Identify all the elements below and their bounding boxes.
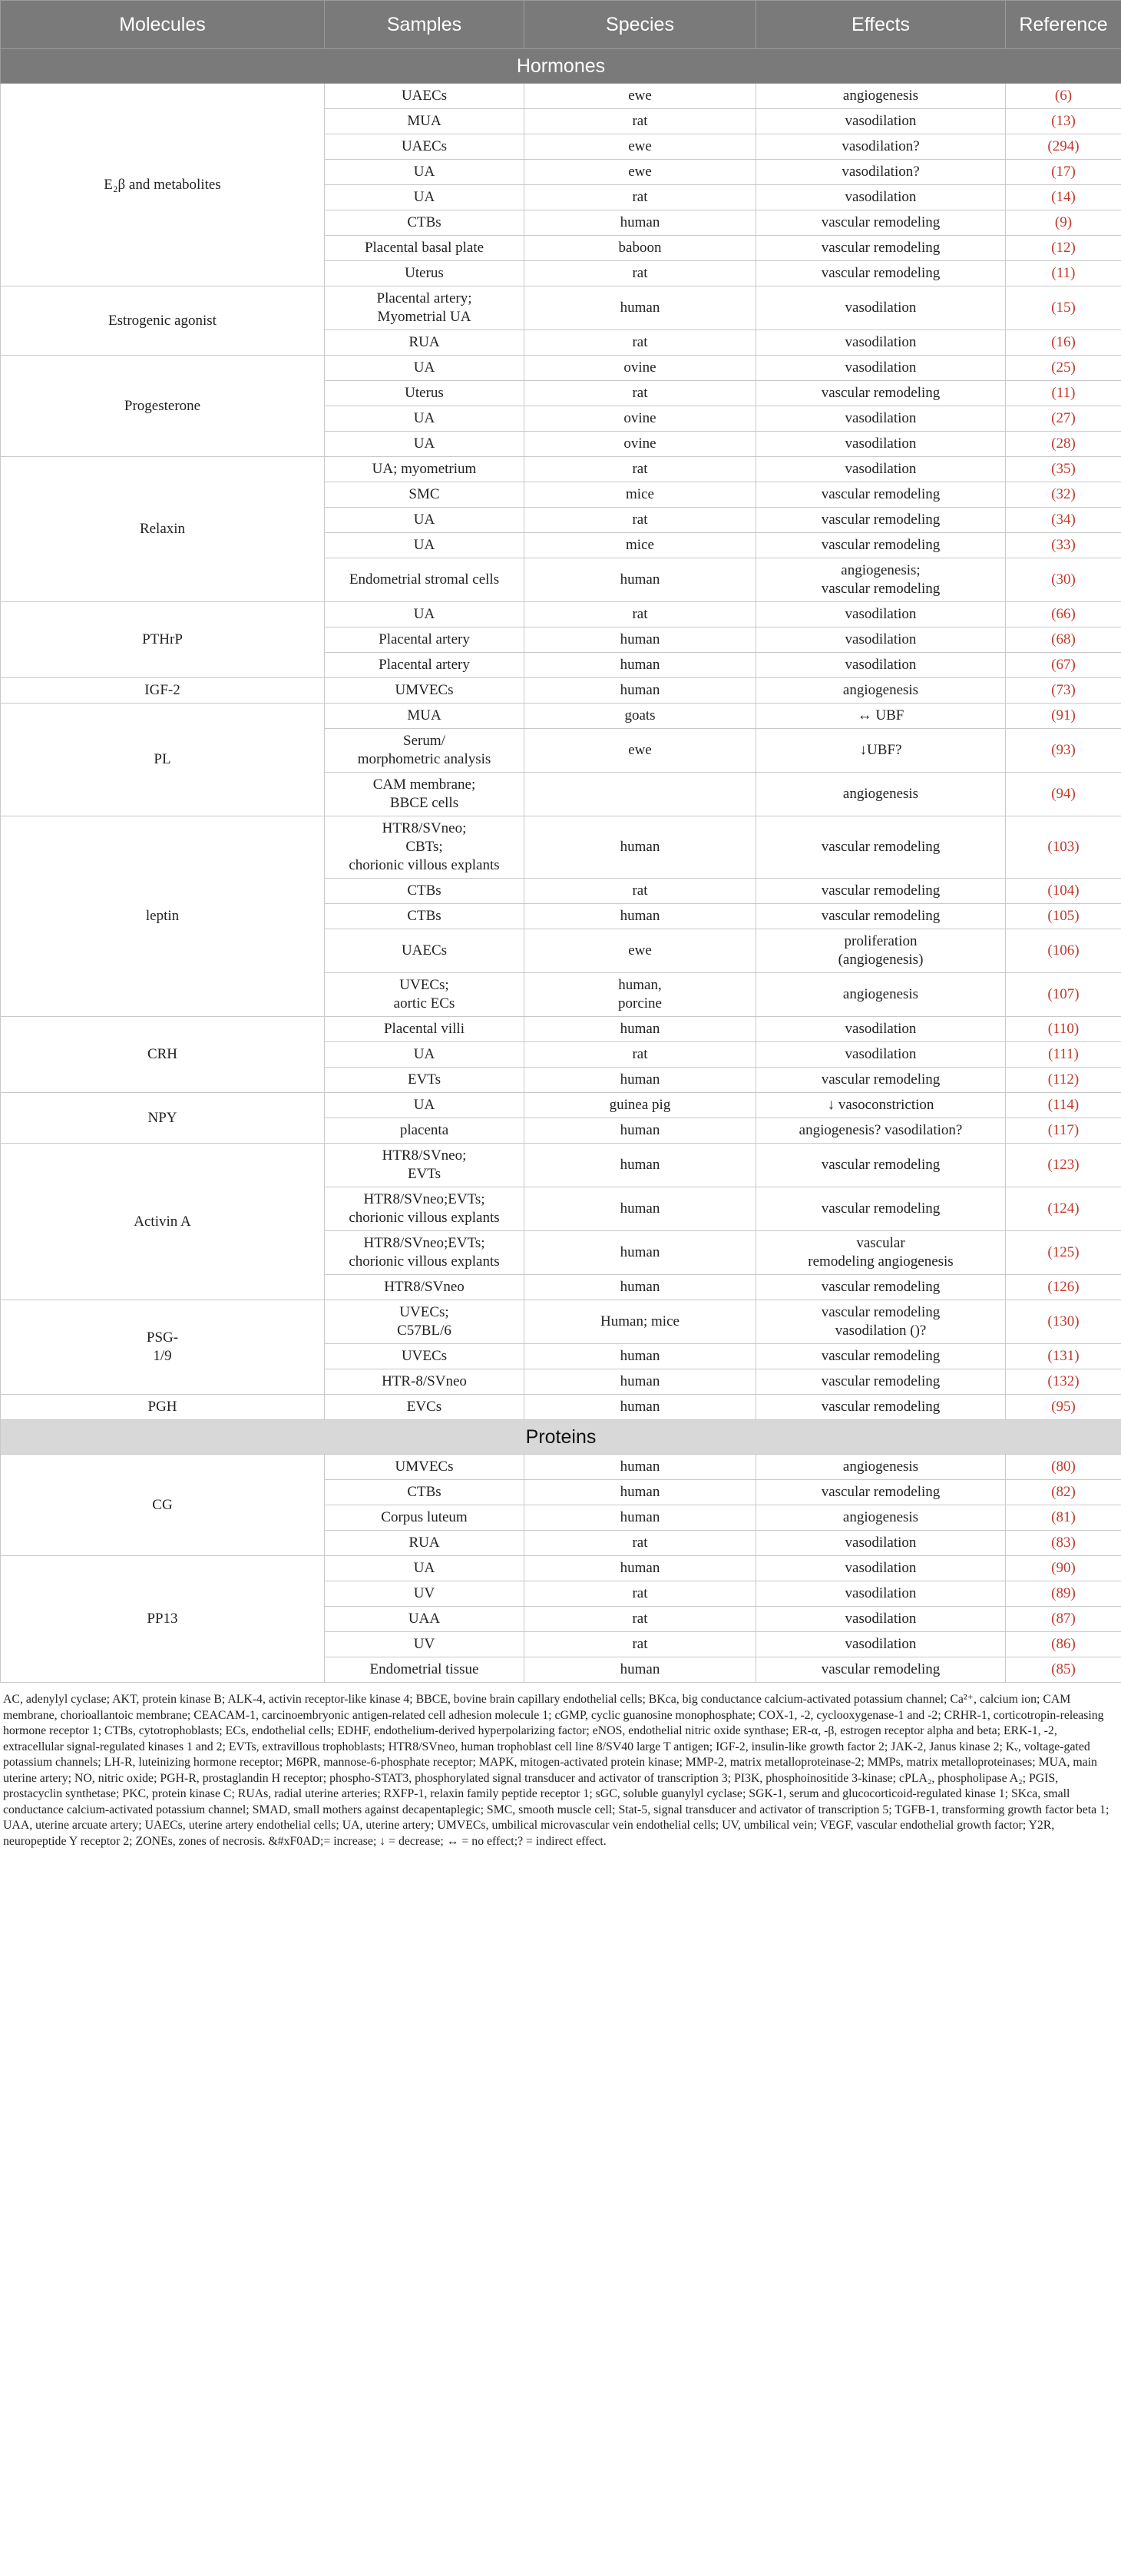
sample-cell: CAM membrane; BBCE cells (325, 773, 524, 816)
reference-cell: (89) (1006, 1581, 1121, 1607)
molecule-cell: Progesterone (1, 356, 325, 457)
reference-cell: (126) (1006, 1275, 1121, 1300)
effect-cell: vasodilation (756, 356, 1006, 381)
species-cell: human (524, 904, 756, 929)
reference-cell: (35) (1006, 457, 1121, 482)
species-cell: rat (524, 330, 756, 356)
sample-cell: SMC (325, 482, 524, 508)
effect-cell: vasodilation (756, 627, 1006, 653)
reference-cell: (110) (1006, 1017, 1121, 1042)
reference-cell: (131) (1006, 1344, 1121, 1369)
sample-cell: HTR8/SVneo; EVTs (325, 1144, 524, 1187)
effect-cell: vascular remodeling vasodilation ()? (756, 1300, 1006, 1344)
effect-cell: vasodilation (756, 330, 1006, 356)
sample-cell: UA (325, 602, 524, 627)
table-row (1, 457, 1121, 482)
species-cell: human (524, 1657, 756, 1683)
reference-cell: (95) (1006, 1395, 1121, 1420)
table-row (1, 356, 1121, 381)
header-molecules: Molecules (1, 1, 325, 49)
reference-cell: (90) (1006, 1556, 1121, 1581)
reference-cell: (15) (1006, 286, 1121, 330)
species-cell: human (524, 1187, 756, 1231)
species-cell: human (524, 1118, 756, 1144)
species-cell: goats (524, 704, 756, 729)
reference-cell: (12) (1006, 236, 1121, 261)
sample-cell: Endometrial stromal cells (325, 558, 524, 602)
effect-cell: vascular remodeling (756, 1657, 1006, 1683)
section-row-hormones (1, 49, 1121, 84)
reference-cell: (111) (1006, 1042, 1121, 1068)
reference-cell: (13) (1006, 109, 1121, 134)
sample-cell: UVECs; C57BL/6 (325, 1300, 524, 1344)
species-cell: mice (524, 482, 756, 508)
reference-cell: (87) (1006, 1607, 1121, 1632)
table-row (1, 678, 1121, 704)
table-row (1, 84, 1121, 109)
table-row (1, 1300, 1121, 1344)
table-row (1, 1017, 1121, 1042)
species-cell: human (524, 627, 756, 653)
effect-cell: vasodilation (756, 653, 1006, 678)
reference-cell: (80) (1006, 1455, 1121, 1480)
sample-cell: Serum/ morphometric analysis (325, 729, 524, 773)
table-row (1, 1455, 1121, 1480)
effect-cell: vascular remodeling (756, 1187, 1006, 1231)
sample-cell: HTR-8/SVneo (325, 1369, 524, 1395)
species-cell: rat (524, 457, 756, 482)
table-body (1, 49, 1121, 1683)
reference-cell: (114) (1006, 1093, 1121, 1118)
sample-cell: Uterus (325, 381, 524, 406)
table-row (1, 1395, 1121, 1420)
effect-cell: vasodilation (756, 1632, 1006, 1657)
effect-cell: vascular remodeling (756, 210, 1006, 236)
reference-cell: (94) (1006, 773, 1121, 816)
effect-cell: vasodilation (756, 1607, 1006, 1632)
effect-cell: vasodilation (756, 286, 1006, 330)
reference-cell: (124) (1006, 1187, 1121, 1231)
reference-cell: (11) (1006, 381, 1121, 406)
molecule-cell: CG (1, 1455, 325, 1556)
species-cell: human (524, 1556, 756, 1581)
species-cell: human (524, 210, 756, 236)
species-cell: Human; mice (524, 1300, 756, 1344)
effect-cell: angiogenesis (756, 773, 1006, 816)
species-cell: rat (524, 381, 756, 406)
effect-cell: vascular remodeling (756, 1344, 1006, 1369)
reference-cell: (17) (1006, 160, 1121, 185)
reference-cell: (28) (1006, 432, 1121, 457)
effect-cell: angiogenesis; vascular remodeling (756, 558, 1006, 602)
species-cell: ovine (524, 432, 756, 457)
effect-cell: proliferation (angiogenesis) (756, 929, 1006, 973)
sample-cell: EVCs (325, 1395, 524, 1420)
effect-cell: vascular remodeling (756, 816, 1006, 879)
species-cell: rat (524, 508, 756, 533)
effect-cell: vascular remodeling (756, 879, 1006, 904)
species-cell: human (524, 653, 756, 678)
effect-cell: vascular remodeling (756, 381, 1006, 406)
reference-cell: (85) (1006, 1657, 1121, 1683)
effect-cell: angiogenesis (756, 1455, 1006, 1480)
sample-cell: UVECs; aortic ECs (325, 973, 524, 1017)
effect-cell: vasodilation (756, 109, 1006, 134)
reference-cell: (106) (1006, 929, 1121, 973)
reference-cell: (82) (1006, 1480, 1121, 1505)
sample-cell: RUA (325, 1531, 524, 1556)
sample-cell: Placental artery (325, 653, 524, 678)
effect-cell: vasodilation (756, 1581, 1006, 1607)
reference-cell: (27) (1006, 406, 1121, 432)
species-cell: rat (524, 1042, 756, 1068)
table-row (1, 1144, 1121, 1187)
reference-cell: (117) (1006, 1118, 1121, 1144)
effect-cell: vasodilation? (756, 134, 1006, 160)
reference-cell: (103) (1006, 816, 1121, 879)
reference-cell: (123) (1006, 1144, 1121, 1187)
species-cell: mice (524, 533, 756, 558)
reference-cell: (33) (1006, 533, 1121, 558)
reference-cell: (130) (1006, 1300, 1121, 1344)
molecule-cell: E₂β and metabolites (1, 84, 325, 286)
species-cell: human (524, 286, 756, 330)
sample-cell: Corpus luteum (325, 1505, 524, 1531)
effect-cell: vascular remodeling angiogenesis (756, 1231, 1006, 1275)
reference-cell: (112) (1006, 1068, 1121, 1093)
species-cell: ewe (524, 84, 756, 109)
sample-cell: Placental villi (325, 1017, 524, 1042)
sample-cell: UMVECs (325, 1455, 524, 1480)
species-cell: human (524, 1017, 756, 1042)
effect-cell: vascular remodeling (756, 1275, 1006, 1300)
molecule-cell: PL (1, 704, 325, 816)
section-title-proteins: Proteins (1, 1420, 1121, 1455)
reference-cell: (66) (1006, 602, 1121, 627)
species-cell: ovine (524, 356, 756, 381)
sample-cell: Placental artery (325, 627, 524, 653)
species-cell: ovine (524, 406, 756, 432)
molecule-cell: PGH (1, 1395, 325, 1420)
reference-cell: (105) (1006, 904, 1121, 929)
reference-cell: (6) (1006, 84, 1121, 109)
effect-cell: vascular remodeling (756, 1369, 1006, 1395)
species-cell: rat (524, 185, 756, 210)
sample-cell: Endometrial tissue (325, 1657, 524, 1683)
species-cell: rat (524, 879, 756, 904)
sample-cell: MUA (325, 704, 524, 729)
table-row (1, 286, 1121, 330)
species-cell: rat (524, 1581, 756, 1607)
sample-cell: RUA (325, 330, 524, 356)
sample-cell: Uterus (325, 261, 524, 286)
sample-cell: EVTs (325, 1068, 524, 1093)
species-cell: rat (524, 261, 756, 286)
reference-cell: (9) (1006, 210, 1121, 236)
reference-cell: (11) (1006, 261, 1121, 286)
sample-cell: UAECs (325, 929, 524, 973)
effect-cell: vascular remodeling (756, 236, 1006, 261)
sample-cell: UA (325, 1093, 524, 1118)
species-cell: human (524, 558, 756, 602)
effect-cell: vasodilation (756, 457, 1006, 482)
sample-cell: HTR8/SVneo; CBTs; chorionic villous explants (325, 816, 524, 879)
effect-cell: vasodilation (756, 406, 1006, 432)
species-cell: human, porcine (524, 973, 756, 1017)
species-cell: rat (524, 602, 756, 627)
molecule-cell: NPY (1, 1093, 325, 1144)
reference-cell: (34) (1006, 508, 1121, 533)
effect-cell: vasodilation (756, 185, 1006, 210)
table-row (1, 816, 1121, 879)
molecule-cell: Estrogenic agonist (1, 286, 325, 356)
sample-cell: UA (325, 356, 524, 381)
effect-cell: ↔ UBF (756, 704, 1006, 729)
reference-cell: (93) (1006, 729, 1121, 773)
effect-cell: vasodilation (756, 432, 1006, 457)
sample-cell: HTR8/SVneo (325, 1275, 524, 1300)
reference-cell: (104) (1006, 879, 1121, 904)
species-cell: human (524, 1344, 756, 1369)
sample-cell: HTR8/SVneo;EVTs; chorionic villous explants (325, 1231, 524, 1275)
species-cell: baboon (524, 236, 756, 261)
species-cell: ewe (524, 134, 756, 160)
species-cell (524, 773, 756, 816)
species-cell: human (524, 816, 756, 879)
reference-cell: (32) (1006, 482, 1121, 508)
species-cell: ewe (524, 160, 756, 185)
effect-cell: angiogenesis (756, 1505, 1006, 1531)
effect-cell: vasodilation (756, 1531, 1006, 1556)
sample-cell: placenta (325, 1118, 524, 1144)
reference-cell: (67) (1006, 653, 1121, 678)
effect-cell: vascular remodeling (756, 1068, 1006, 1093)
effect-cell: vascular remodeling (756, 1480, 1006, 1505)
reference-cell: (73) (1006, 678, 1121, 704)
table-row (1, 602, 1121, 627)
table-row (1, 1093, 1121, 1118)
reference-cell: (16) (1006, 330, 1121, 356)
reference-cell: (68) (1006, 627, 1121, 653)
reference-cell: (83) (1006, 1531, 1121, 1556)
reference-cell: (294) (1006, 134, 1121, 160)
sample-cell: UA (325, 1042, 524, 1068)
effect-cell: angiogenesis? vasodilation? (756, 1118, 1006, 1144)
effect-cell: vascular remodeling (756, 1395, 1006, 1420)
sample-cell: UA (325, 432, 524, 457)
effect-cell: vascular remodeling (756, 904, 1006, 929)
sample-cell: CTBs (325, 210, 524, 236)
section-row-proteins (1, 1420, 1121, 1455)
header-row (1, 1, 1121, 49)
sample-cell: UV (325, 1632, 524, 1657)
sample-cell: UA (325, 1556, 524, 1581)
species-cell: rat (524, 109, 756, 134)
sample-cell: CTBs (325, 1480, 524, 1505)
table-row (1, 1556, 1121, 1581)
sample-cell: UA (325, 160, 524, 185)
effect-cell: vasodilation? (756, 160, 1006, 185)
sample-cell: CTBs (325, 879, 524, 904)
molecule-cell: PTHrP (1, 602, 325, 678)
sample-cell: UA; myometrium (325, 457, 524, 482)
reference-cell: (14) (1006, 185, 1121, 210)
effect-cell: vasodilation (756, 1017, 1006, 1042)
molecule-cell: leptin (1, 816, 325, 1017)
sample-cell: Placental basal plate (325, 236, 524, 261)
species-cell: human (524, 1144, 756, 1187)
effect-cell: ↓UBF? (756, 729, 1006, 773)
effect-cell: vascular remodeling (756, 482, 1006, 508)
sample-cell: UVECs (325, 1344, 524, 1369)
effect-cell: vascular remodeling (756, 508, 1006, 533)
species-cell: human (524, 678, 756, 704)
species-cell: rat (524, 1632, 756, 1657)
sample-cell: UA (325, 508, 524, 533)
molecule-cell: PP13 (1, 1556, 325, 1683)
species-cell: rat (524, 1607, 756, 1632)
species-cell: ewe (524, 929, 756, 973)
effect-cell: vascular remodeling (756, 1144, 1006, 1187)
header-samples: Samples (325, 1, 524, 49)
sample-cell: Placental artery; Myometrial UA (325, 286, 524, 330)
species-cell: rat (524, 1531, 756, 1556)
species-cell: human (524, 1275, 756, 1300)
effect-cell: vasodilation (756, 602, 1006, 627)
effect-cell: vascular remodeling (756, 533, 1006, 558)
species-cell: human (524, 1505, 756, 1531)
reference-cell: (132) (1006, 1369, 1121, 1395)
sample-cell: UA (325, 406, 524, 432)
sample-cell: UA (325, 185, 524, 210)
effect-cell: angiogenesis (756, 678, 1006, 704)
table-row (1, 704, 1121, 729)
molecule-cell: PSG- 1/9 (1, 1300, 325, 1395)
reference-cell: (30) (1006, 558, 1121, 602)
species-cell: human (524, 1455, 756, 1480)
sample-cell: UAA (325, 1607, 524, 1632)
effect-cell: vasodilation (756, 1556, 1006, 1581)
sample-cell: UAECs (325, 84, 524, 109)
effect-cell: angiogenesis (756, 84, 1006, 109)
molecule-cell: CRH (1, 1017, 325, 1093)
effect-cell: angiogenesis (756, 973, 1006, 1017)
species-cell: ewe (524, 729, 756, 773)
sample-cell: UAECs (325, 134, 524, 160)
header-reference: Reference (1006, 1, 1121, 49)
sample-cell: MUA (325, 109, 524, 134)
species-cell: human (524, 1395, 756, 1420)
species-cell: human (524, 1369, 756, 1395)
sample-cell: UV (325, 1581, 524, 1607)
species-cell: human (524, 1068, 756, 1093)
effect-cell: ↓ vasoconstriction (756, 1093, 1006, 1118)
species-cell: human (524, 1480, 756, 1505)
reference-cell: (91) (1006, 704, 1121, 729)
species-cell: human (524, 1231, 756, 1275)
effect-cell: vasodilation (756, 1042, 1006, 1068)
species-cell: guinea pig (524, 1093, 756, 1118)
sample-cell: UMVECs (325, 678, 524, 704)
molecule-cell: IGF-2 (1, 678, 325, 704)
sample-cell: HTR8/SVneo;EVTs; chorionic villous explants (325, 1187, 524, 1231)
molecule-cell: Relaxin (1, 457, 325, 602)
header-effects: Effects (756, 1, 1006, 49)
effect-cell: vascular remodeling (756, 261, 1006, 286)
reference-cell: (125) (1006, 1231, 1121, 1275)
sample-cell: CTBs (325, 904, 524, 929)
header-species: Species (524, 1, 756, 49)
section-title-hormones: Hormones (1, 49, 1121, 84)
reference-cell: (86) (1006, 1632, 1121, 1657)
sample-cell: UA (325, 533, 524, 558)
table-footnote: AC, adenylyl cyclase; AKT, protein kinase B; ALK-4, activin receptor-like kinase 4; BBCE, bovine brain capillary endothelial cells; BKca, big conductance calcium-activated potassium channel; Ca²⁺, calcium ion; CAM membrane, chorioallantoic membrane; CEACAM-1, carcinoembryonic antigen-related cell adhesion molecule 1; cGMP, cyclic guanosine monophosphate; COX-1, -2, cyclooxygenase-1 and -2; CRHR-1, corticotropin-releasing hormone receptor 1; CTBs, cytotrophoblasts; ECs, endothelial cells; EDHF, endothelium-derived hyperpolarizing factor; eNOS, endothelial nitric oxide synthase; ER-α, -β, estrogen receptor alpha and beta; ERK-1, -2, extracellular signal-regulated kinases 1 and 2; EVTs, extravillous trophoblasts; HTR8/SVneo, human trophoblast cell line 8/SV40 large T antigen; IGF-2, insulin-like growth factor 2; JAK-2, Janus kinase 2; Kᵥ, voltage-gated potassium channels; LH-R, luteinizing hormone receptor; M6PR, mannose-6-phosphate receptor; MAPK, mitogen-activated protein kinase; MMP-2, matrix metalloproteinase-2; MMPs, matrix metalloproteinases; MUA, main uterine artery; NO, nitric oxide; PGH-R, prostaglandin H receptor; phospho-STAT3, phosphorylated signal transducer and activator of transcription 3; PI3K, phosphoinositide 3-kinase; cPLA₂, phospholipase A₂; PGIS, prostacyclin synthetase; PKC, protein kinase C; RUAs, radial uterine arteries; RXFP-1, relaxin family peptide receptor 1; sGC, soluble guanylyl cyclase; SGK-1, serum and glucocorticoid-regulated kinase 1; SKca, small conductance calcium-activated potassium channel; SMAD, small mothers against decapentaplegic; SMC, smooth muscle cell; Stat-5, signal transducer and activator of transcription 5; TGFB-1, transforming growth factor beta 1; UAA, uterine arcuate artery; UAECs, uterine artery endothelial cells; UA, uterine artery; UMVECs, umbilical microvascular vein endothelial cells; UV, umbilical vein; VEGF, vascular endothelial growth factor; Y2R, neuropeptide Y receptor 2; ZONEs, zones of necrosis. &#xF0AD;= increase; ↓ = decrease; ↔ = no effect;? = indirect effect. (3, 1693, 1109, 1848)
reference-cell: (25) (1006, 356, 1121, 381)
reference-cell: (81) (1006, 1505, 1121, 1531)
reference-cell: (107) (1006, 973, 1121, 1017)
molecule-cell: Activin A (1, 1144, 325, 1300)
